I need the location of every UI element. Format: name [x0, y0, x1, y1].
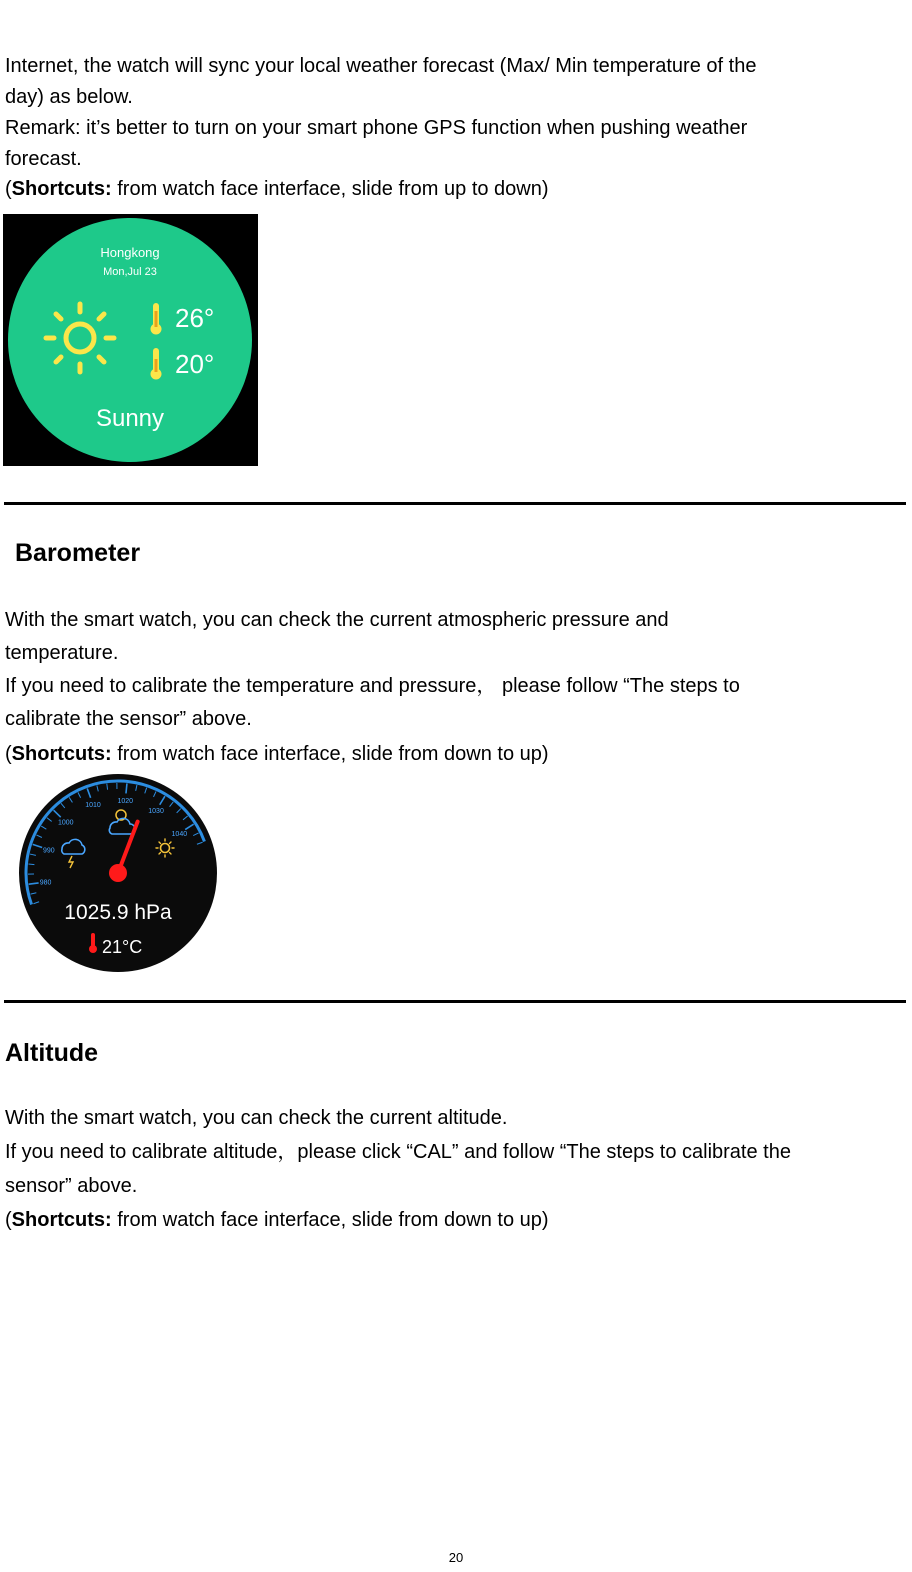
- intro-line-1: Internet, the watch will sync your local weather forecast (Max/ Min temperature of the: [5, 55, 757, 77]
- weather-watch-screen: [3, 214, 258, 466]
- weather-condition: Sunny: [95, 405, 165, 432]
- section-divider-2: [4, 1000, 906, 1003]
- altitude-paragraph: [5, 1101, 905, 1203]
- altitude-line-1: With the smart watch, you can check the current altitude.: [5, 1107, 508, 1129]
- needle-hub: [109, 864, 127, 882]
- scale-label-1040: 1040: [171, 830, 188, 838]
- remark-line-2: forecast.: [5, 148, 82, 170]
- min-temperature: 20°: [175, 349, 215, 379]
- scale-label-980: 980: [39, 879, 52, 887]
- intro-line-2: day) as below.: [5, 86, 133, 108]
- scale-label-1010: 1010: [85, 801, 101, 809]
- page-number: 20: [448, 1550, 464, 1565]
- shortcut-text: from watch face interface, slide from up to down): [111, 178, 549, 200]
- temperature-reading: 21°C: [102, 937, 143, 957]
- barometer-line-3: If you need to calibrate the temperature and pressure， please follow “The steps to: [5, 675, 740, 697]
- altitude-heading: Altitude: [5, 1039, 99, 1067]
- altitude-shortcut-note: (Shortcuts: from watch face interface, slide from down to up): [5, 1209, 549, 1231]
- barometer-line-1: With the smart watch, you can check the current atmospheric pressure and: [5, 609, 669, 631]
- max-temperature: 26°: [175, 303, 215, 333]
- barometer-watch-screen: [18, 773, 218, 973]
- barometer-heading: Barometer: [15, 539, 141, 567]
- scale-label-1030: 1030: [148, 808, 164, 816]
- barometer-shortcut-note: (Shortcuts: from watch face interface, slide from down to up): [5, 743, 549, 765]
- scale-label-1000: 1000: [57, 819, 74, 827]
- weather-date: Mon,Jul 23: [103, 266, 157, 278]
- shortcut-label: Shortcuts:: [11, 743, 112, 765]
- scale-tick: [126, 783, 127, 793]
- shortcut-label: Shortcuts:: [11, 178, 112, 200]
- weather-shortcut-note: (Shortcuts: from watch face interface, slide from up to down): [5, 178, 549, 200]
- altitude-line-3: sensor” above.: [5, 1175, 138, 1197]
- barometer-paragraph: [5, 604, 905, 736]
- shortcut-text: from watch face interface, slide from down to up): [111, 743, 549, 765]
- remark-line-1: Remark: it’s better to turn on your smart phone GPS function when pushing weather: [5, 117, 748, 139]
- scale-tick: [28, 864, 34, 865]
- pressure-reading: 1025.9 hPa: [64, 901, 172, 924]
- altitude-line-2: If you need to calibrate altitude，please click “CAL” and follow “The steps to calibrate the: [5, 1141, 791, 1163]
- weather-intro-paragraph: [5, 51, 905, 175]
- shortcut-label: Shortcuts:: [11, 1209, 112, 1231]
- scale-label-990: 990: [42, 847, 55, 855]
- barometer-line-2: temperature.: [5, 642, 119, 664]
- weather-city: Hongkong: [100, 245, 160, 260]
- barometer-line-4: calibrate the sensor” above.: [5, 708, 252, 730]
- scale-label-1020: 1020: [117, 797, 134, 805]
- shortcut-text: from watch face interface, slide from down to up): [111, 1209, 549, 1231]
- section-divider-1: [4, 502, 906, 505]
